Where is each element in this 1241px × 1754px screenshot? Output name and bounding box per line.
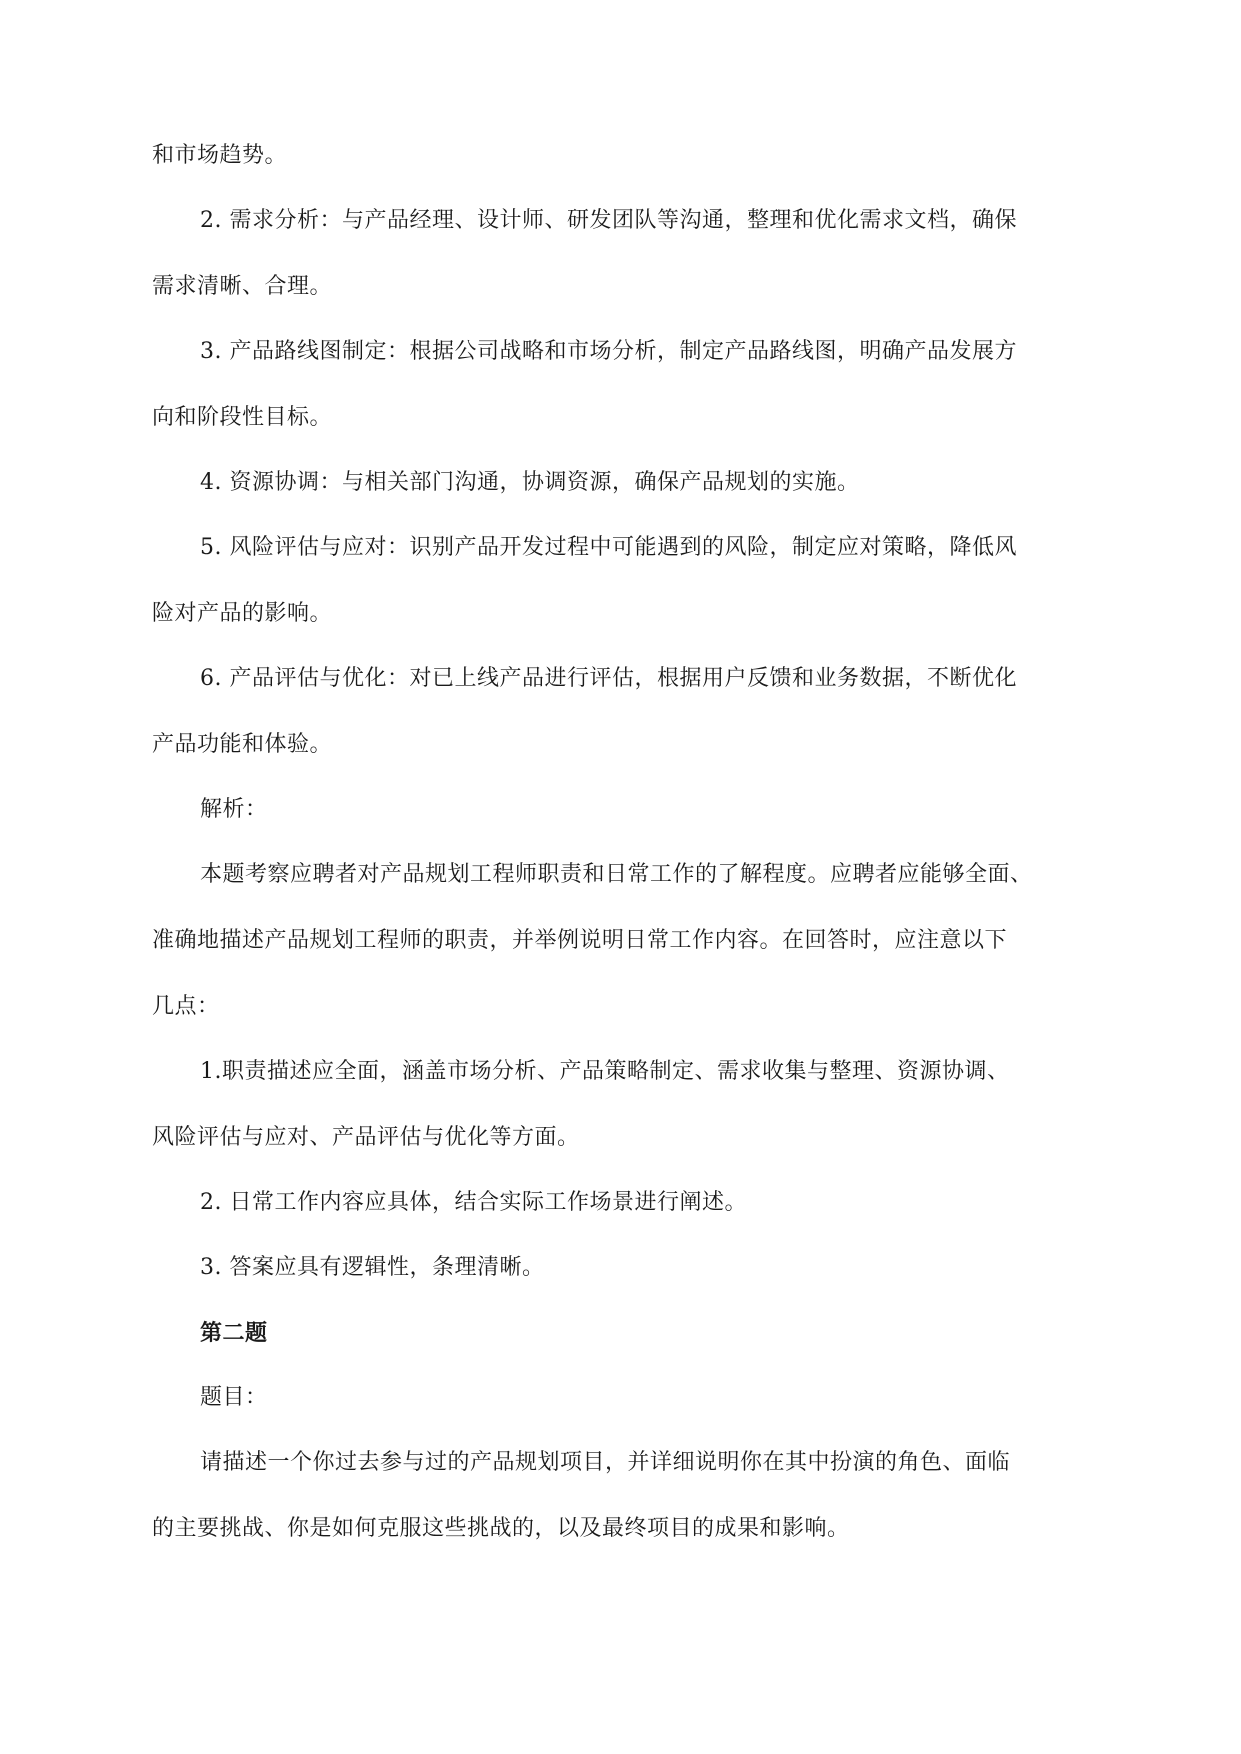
- question-label: 题目：: [200, 1385, 268, 1410]
- text-line: 4. 资源协调：与相关部门沟通，协调资源，确保产品规划的实施。: [200, 470, 860, 495]
- text-line: 准确地描述产品规划工程师的职责，并举例说明日常工作内容。在回答时，应注意以下: [152, 928, 1008, 953]
- text-line: 和市场趋势。: [152, 143, 288, 168]
- text-line: 请描述一个你过去参与过的产品规划项目，并详细说明你在其中扮演的角色、面临: [200, 1450, 1011, 1475]
- text-line: 产品功能和体验。: [152, 732, 333, 757]
- text-line: 2. 需求分析：与产品经理、设计师、研发团队等沟通，整理和优化需求文档，确保: [200, 208, 1017, 233]
- text-line: 3. 产品路线图制定：根据公司战略和市场分析，制定产品路线图，明确产品发展方: [200, 339, 1017, 364]
- document-body: [152, 144, 1092, 1541]
- analysis-label: 解析：: [200, 797, 268, 822]
- text-line: 1.职责描述应全面，涵盖市场分析、产品策略制定、需求收集与整理、资源协调、: [200, 1059, 1010, 1084]
- text-line: 5. 风险评估与应对：识别产品开发过程中可能遇到的风险，制定应对策略，降低风: [200, 535, 1017, 560]
- text-line: 本题考察应聘者对产品规划工程师职责和日常工作的了解程度。应聘者应能够全面、: [200, 862, 1033, 887]
- text-line: 2. 日常工作内容应具体，结合实际工作场景进行阐述。: [200, 1190, 747, 1215]
- text-line: 风险评估与应对、产品评估与优化等方面。: [152, 1125, 580, 1150]
- text-line: 需求清晰、合理。: [152, 274, 333, 299]
- section-heading: 第二题: [200, 1320, 268, 1346]
- text-line: 几点：: [152, 994, 220, 1019]
- text-line: 的主要挑战、你是如何克服这些挑战的，以及最终项目的成果和影响。: [152, 1516, 850, 1541]
- text-line: 6. 产品评估与优化：对已上线产品进行评估，根据用户反馈和业务数据，不断优化: [200, 666, 1017, 691]
- text-line: 向和阶段性目标。: [152, 405, 333, 430]
- text-line: 险对产品的影响。: [152, 601, 333, 626]
- text-line: 3. 答案应具有逻辑性，条理清晰。: [200, 1255, 545, 1280]
